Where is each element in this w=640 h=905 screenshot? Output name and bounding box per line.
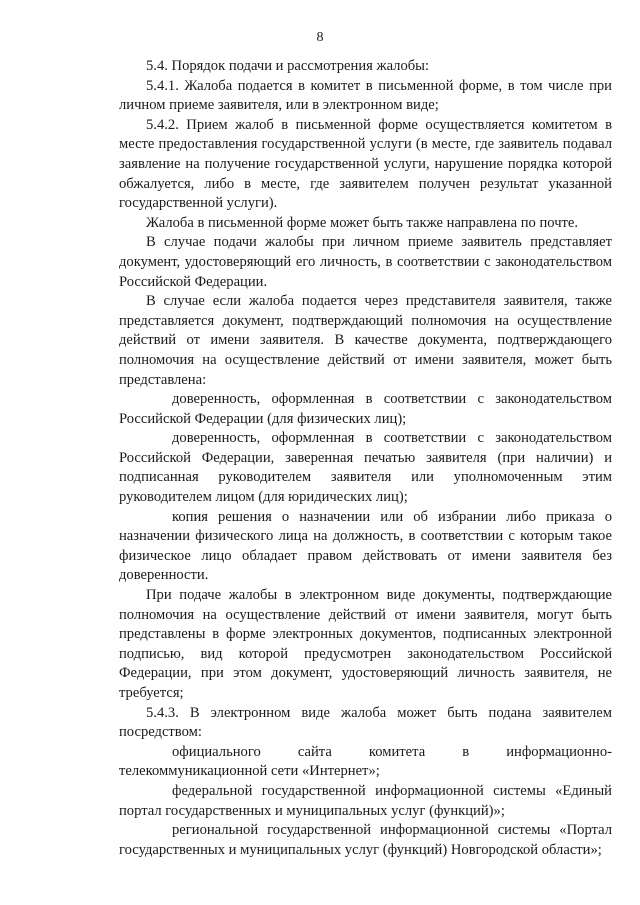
paragraph-electronic-submission: При подаче жалобы в электронном виде документы, подтверждающие полномочия на осуществление действий от имени заявителя, могут быть представлены в форме электронных документов, подписанных электронной подписью, вид которой предусмотрен законодательством Российской Федерации, при этом документ, удостоверяющий личность заявителя, не требуется; [119, 587, 612, 701]
paragraph-5-4-2: 5.4.2. Прием жалоб в письменной форме осуществляется комитетом в месте предоставления государственной услуги (в месте, где заявитель подавал заявление на получение государственной услуги, нарушение порядка которой обжалуется, либо в месте, где заявителем получен результат указанной государственной услуги). [119, 116, 612, 212]
paragraph-representative: В случае если жалоба подается через представителя заявителя, также представляется документ, подтверждающий полномочия на осуществление действий от имени заявителя. В качестве документа, подтверждающего полномочия на осуществление действий от имени заявителя, может быть представлена: [119, 293, 612, 388]
list-item-power-of-attorney-legal-entities: доверенность, оформленная в соответствии с законодательством Российской Федерации, заверенная печатью заявителя (при наличии) и подписанная руководителем заявителя или уполномоченным этим руководителем лицом (для юридических лиц); [119, 430, 612, 506]
paragraph-5-4-1: 5.4.1. Жалоба подается в комитет в письменной форме, в том числе при личном приеме заявителя, или в электронном виде; [119, 77, 612, 114]
list-item-official-website: официального сайта комитета в информационно-телекоммуникационной сети «Интернет»; [119, 743, 612, 780]
list-item-regional-portal: региональной государственной информационной системы «Портал государственных и муниципальных услуг (функций) Новгородской области»; [119, 822, 612, 858]
page-number: 8 [316, 30, 324, 45]
list-item-federal-portal: федеральной государственной информационной системы «Единый портал государственных и муниципальных услуг (функций)»; [119, 782, 612, 819]
list-item-appointment-decision: копия решения о назначении или об избрании либо приказа о назначении физического лица на должность, в соответствии с которым такое физическое лицо обладает правом действовать от имени заявителя без доверенности. [119, 508, 612, 584]
paragraph-personal-reception: В случае подачи жалобы при личном приеме заявитель представляет документ, удостоверяющий его личность, в соответствии с законодательством Российской Федерации. [119, 234, 612, 290]
paragraph-5-4-3: 5.4.3. В электронном виде жалоба может быть подана заявителем посредством: [119, 704, 612, 741]
list-item-power-of-attorney-individuals: доверенность, оформленная в соответствии с законодательством Российской Федерации (для физических лиц); [119, 391, 612, 427]
paragraph-mail: Жалоба в письменной форме может быть также направлена по почте. [146, 214, 579, 231]
section-heading-5-4: 5.4. Порядок подачи и рассмотрения жалобы: [146, 58, 430, 74]
document-body [119, 57, 612, 860]
